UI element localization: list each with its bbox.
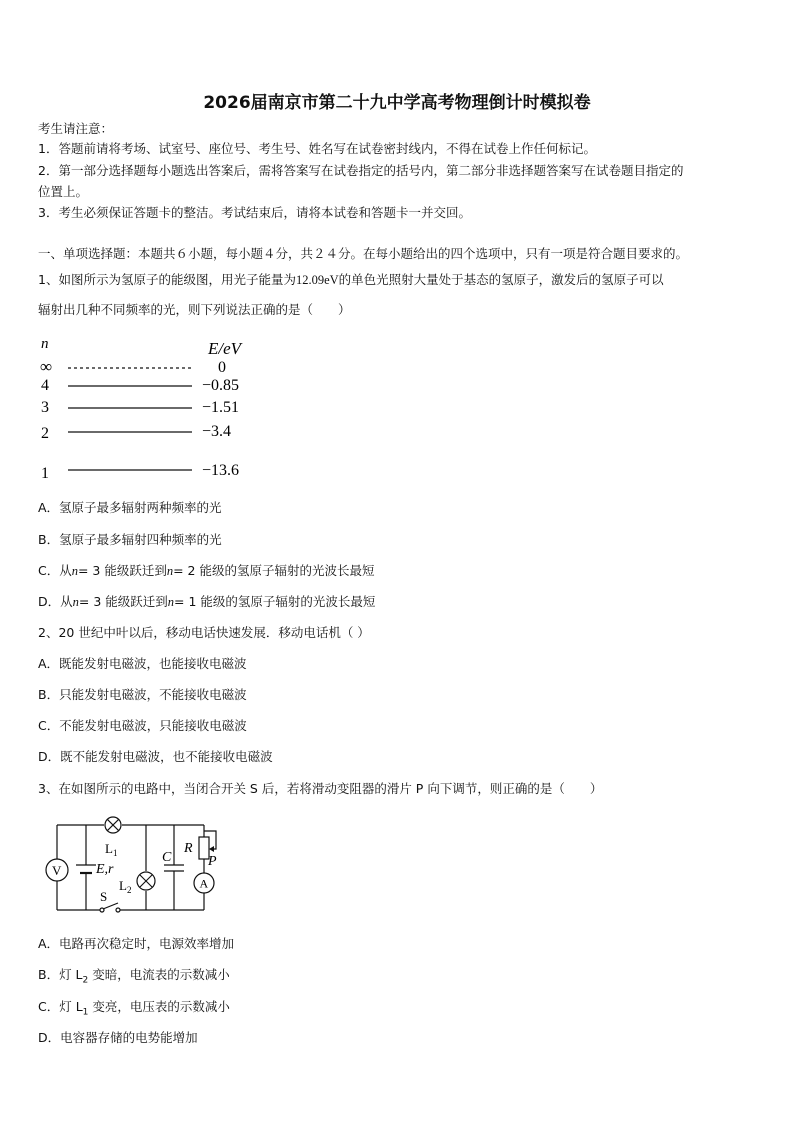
ammeter-label: A bbox=[199, 876, 209, 891]
q1-option-d-mid: = 3 能级跃迁到 bbox=[78, 594, 168, 609]
q2-stem: 2、20 世纪中叶以后，移动电话快速发展．移动电话机（ ） bbox=[38, 625, 370, 640]
q1-stem-energy: 12.09eV bbox=[295, 273, 339, 287]
q3-stem: 3、在如图所示的电路中，当闭合开关 S 后，若将滑动变阻器的滑片 P 向下调节，则正确的是（ ） bbox=[38, 781, 603, 796]
slider-label: P bbox=[208, 854, 217, 869]
notice-item-3: 3．考生必须保证答题卡的整洁。考试结束后，请将本试卷和答题卡一并交回。 bbox=[38, 205, 471, 220]
q1-option-c-post: = 2 能级的氢原子辐射的光波长最短 bbox=[173, 563, 375, 578]
notice-item-2-cont: 位置上。 bbox=[38, 184, 89, 199]
q1-option-c-n1: n bbox=[71, 564, 78, 578]
q1-stem-a: 1、如图所示为氢原子的能级图，用光子能量为 bbox=[38, 272, 296, 287]
q3-option-d: D．电容器存储的电势能增加 bbox=[38, 1030, 198, 1045]
svg-text:L1 bbox=[105, 841, 117, 858]
q3-option-b-pre: B．灯 L bbox=[38, 967, 83, 982]
q1-option-a: A．氢原子最多辐射两种频率的光 bbox=[38, 500, 222, 515]
level-2-n: 2 bbox=[41, 425, 49, 442]
level-1-n: 1 bbox=[41, 465, 49, 482]
diagram-e-label: E/eV bbox=[208, 339, 242, 358]
level-3-e: −1.51 bbox=[202, 399, 240, 416]
q3-option-b-sub: 2 bbox=[82, 975, 89, 986]
level-4-n: 4 bbox=[41, 377, 49, 394]
q2-option-c: C．不能发射电磁波，只能接收电磁波 bbox=[38, 718, 247, 733]
level-4-e: −0.85 bbox=[202, 377, 240, 394]
notice-item-1: 1．答题前请将考场、试室号、座位号、考生号、姓名写在试卷密封线内，不得在试卷上作任何标记。 bbox=[38, 141, 596, 156]
level-2-e: −3.4 bbox=[202, 423, 232, 440]
circuit-diagram bbox=[38, 815, 228, 915]
q3-option-b-post: 变暗，电流表的示数减小 bbox=[88, 967, 230, 982]
section-heading: 一、单项选择题：本题共６小题，每小题４分，共２４分。在每小题给出的四个选项中，只有一项是符合题目要求的。 bbox=[38, 246, 689, 261]
q1-option-d-n1: n bbox=[72, 595, 79, 609]
notice-item-2: 2．第一部分选择题每小题选出答案后，需将答案写在试卷指定的括号内，第二部分非选择题答案写在试卷题目指定的 bbox=[38, 163, 684, 178]
q1-option-d bbox=[38, 594, 375, 610]
level-3-n: 3 bbox=[41, 399, 49, 416]
voltmeter-label: V bbox=[52, 863, 62, 878]
capacitor-label: C bbox=[162, 850, 172, 865]
energy-level-diagram bbox=[36, 332, 276, 482]
level-1-e: −13.6 bbox=[202, 462, 240, 479]
q1-stem-line1 bbox=[38, 272, 664, 288]
page-title: 2026届南京市第二十九中学高考物理倒计时模拟卷 bbox=[203, 93, 591, 113]
q1-option-c-n2: n bbox=[166, 564, 174, 578]
q2-option-b: B．只能发射电磁波，不能接收电磁波 bbox=[38, 687, 247, 702]
q1-option-d-pre: D．从 bbox=[38, 594, 73, 609]
q1-option-b: B．氢原子最多辐射四种频率的光 bbox=[38, 532, 222, 547]
q1-option-d-n2: n bbox=[167, 595, 175, 609]
lamp1-label: L bbox=[105, 841, 113, 856]
q3-option-c bbox=[38, 999, 230, 1021]
q3-option-a: A．电路再次稳定时，电源效率增加 bbox=[38, 936, 235, 951]
q1-option-c-mid: = 3 能级跃迁到 bbox=[77, 563, 167, 578]
lamp1-sub: 1 bbox=[112, 848, 118, 858]
q3-option-c-post: 变亮，电压表的示数减小 bbox=[88, 999, 230, 1014]
q1-stem-b: 的单色光照射大量处于基态的氢原子，激发后的氢原子可以 bbox=[338, 272, 664, 287]
rheostat-label: R bbox=[184, 841, 193, 856]
lamp2-label: L bbox=[119, 878, 127, 893]
diagram-n-label: n bbox=[41, 336, 49, 352]
q1-stem-line2: 辐射出几种不同频率的光，则下列说法正确的是（ ） bbox=[38, 302, 351, 317]
q1-option-c bbox=[38, 563, 374, 579]
q3-option-b bbox=[38, 967, 230, 989]
switch-label: S bbox=[100, 889, 108, 904]
svg-text:L2 bbox=[119, 878, 131, 895]
source-label: E,r bbox=[96, 862, 114, 877]
q1-option-d-post: = 1 能级的氢原子辐射的光波长最短 bbox=[174, 594, 376, 609]
level-inf-e: 0 bbox=[218, 359, 226, 376]
level-inf-n: ∞ bbox=[40, 357, 53, 376]
q3-option-c-pre: C．灯 L bbox=[38, 999, 83, 1014]
q2-option-d: D．既不能发射电磁波，也不能接收电磁波 bbox=[38, 749, 273, 764]
q2-option-a: A．既能发射电磁波，也能接收电磁波 bbox=[38, 656, 247, 671]
lamp2-sub: 2 bbox=[126, 885, 132, 895]
q3-option-c-sub: 1 bbox=[82, 1007, 89, 1018]
q1-option-c-pre: C．从 bbox=[38, 563, 72, 578]
notice-heading: 考生请注意： bbox=[38, 121, 114, 136]
